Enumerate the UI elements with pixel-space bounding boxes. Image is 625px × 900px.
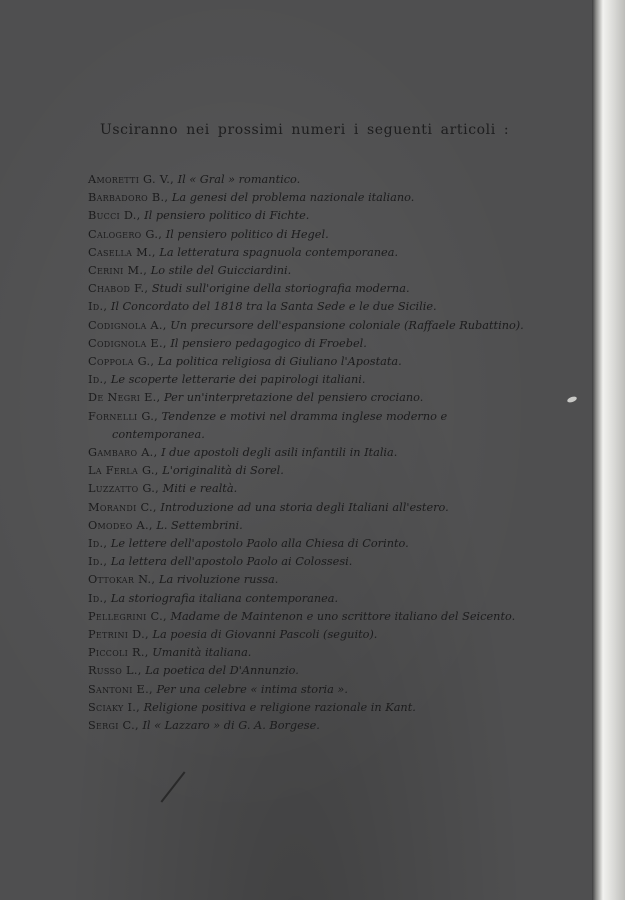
article-title: Le scoperte letterarie dei papirologi italiani. (110, 373, 366, 387)
article-author: Piccoli R., (88, 646, 149, 660)
article-author: De Negri E., (88, 391, 161, 405)
page-heading: Usciranno nei prossimi numeri i seguenti articoli : (100, 122, 510, 138)
article-entry (88, 171, 536, 189)
article-title: Tendenze e motivi nel dramma inglese moderno e contemporanea. (112, 409, 448, 441)
article-title: Religione positiva e religione razionale in Kant. (143, 700, 416, 714)
article-entry (88, 189, 536, 207)
article-title: La storiografia italiana contemporanea. (110, 591, 339, 605)
article-author: La Ferla G., (88, 464, 159, 478)
article-title: Studi sull'origine della storiografia moderna. (151, 282, 410, 296)
article-author: Id., (88, 300, 108, 314)
article-entry (88, 590, 536, 608)
article-title: La poetica del D'Annunzio. (145, 664, 299, 678)
article-entry (88, 298, 536, 316)
article-title: Il pensiero politico di Hegel. (165, 227, 329, 241)
ink-mark (161, 771, 186, 802)
article-entry (88, 717, 536, 735)
article-title: La poesia di Giovanni Pascoli (seguito). (152, 628, 378, 642)
article-entry (88, 480, 536, 498)
article-title: Il pensiero pedagogico di Froebel. (170, 336, 367, 350)
article-entry (88, 335, 536, 353)
article-author: Pellegrini C., (88, 609, 167, 623)
article-title: La genesi del problema nazionale italiano. (171, 191, 415, 205)
article-title: Il pensiero politico di Fichte. (144, 209, 310, 223)
article-author: Ottokar N., (88, 573, 156, 587)
page-gutter-edge (592, 0, 625, 900)
article-entry (88, 699, 536, 717)
article-author: Gambaro A., (88, 446, 158, 460)
article-entry (88, 353, 536, 371)
article-entry (88, 517, 536, 535)
article-author: Coppola G., (88, 355, 155, 369)
article-entry (88, 462, 536, 480)
article-title: Il « Lazzaro » di G. A. Borgese. (142, 719, 320, 733)
article-author: Luzzatto G., (88, 482, 160, 496)
article-author: Petrini D., (88, 628, 149, 642)
article-author: Casella M., (88, 245, 156, 259)
article-title: La politica religiosa di Giuliano l'Apostata. (157, 355, 402, 369)
paper-tear-mark (566, 395, 577, 403)
article-entry (88, 389, 536, 407)
article-entry (88, 371, 536, 389)
article-entry (88, 608, 536, 626)
article-title: L. Settembrini. (156, 518, 243, 532)
article-title: Miti e realtà. (162, 482, 238, 496)
article-entry (88, 408, 536, 444)
article-title: Madame de Maintenon e uno scrittore italiano del Seicento. (170, 609, 516, 623)
article-author: Santoni E., (88, 682, 153, 696)
article-author: Codignola A., (88, 318, 167, 332)
article-author: Morandi C., (88, 500, 157, 514)
article-title: Il « Gral » romantico. (177, 173, 301, 186)
article-entry (88, 499, 536, 517)
article-author: Id., (88, 591, 108, 605)
article-entry (88, 553, 536, 571)
article-title: La lettera dell'apostolo Paolo ai Colossesi. (110, 555, 353, 569)
article-entry (88, 571, 536, 589)
article-entry (88, 535, 536, 553)
article-entry (88, 262, 536, 280)
article-entry (88, 662, 536, 680)
article-title: I due apostoli degli asili infantili in Italia. (161, 446, 398, 460)
article-author: Calogero G., (88, 227, 163, 241)
article-entry (88, 644, 536, 662)
article-entry (88, 226, 536, 244)
article-title: Le lettere dell'apostolo Paolo alla Chiesa di Corinto. (110, 537, 409, 551)
article-title: Per un'interpretazione del pensiero crociano. (164, 391, 424, 405)
article-title: Introduzione ad una storia degli Italiani all'estero. (160, 500, 449, 514)
article-author: Id., (88, 373, 108, 387)
article-title: Lo stile del Guicciardini. (150, 264, 292, 278)
article-title: Un precursore dell'espansione coloniale (Raffaele Rubattino). (170, 318, 524, 332)
forthcoming-articles-list (88, 171, 536, 735)
article-title: Il Concordato del 1818 tra la Santa Sede e le due Sicilie. (110, 300, 437, 314)
article-title: Per una celebre « intima storia ». (156, 682, 348, 696)
article-entry (88, 681, 536, 699)
article-title: L'originalità di Sorel. (162, 464, 284, 478)
article-author: Fornelli G., (88, 409, 159, 423)
article-author: Amoretti G. V., (88, 173, 175, 186)
article-entry (88, 317, 536, 335)
article-entry (88, 444, 536, 462)
article-author: Barbadoro B., (88, 191, 169, 205)
article-entry (88, 244, 536, 262)
article-author: Sergi C., (88, 719, 139, 733)
article-author: Sciaky I., (88, 700, 141, 714)
article-author: Russo L., (88, 664, 142, 678)
article-entry (88, 280, 536, 298)
article-title: La rivoluzione russa. (158, 573, 279, 587)
article-author: Id., (88, 555, 108, 569)
article-entry (88, 207, 536, 225)
article-author: Id., (88, 537, 108, 551)
article-author: Chabod F., (88, 282, 149, 296)
article-author: Bucci D., (88, 209, 141, 223)
article-author: Codignola E., (88, 336, 167, 350)
article-author: Omodeo A., (88, 518, 153, 532)
article-author: Cerini M., (88, 264, 148, 278)
article-title: Umanità italiana. (152, 646, 252, 660)
article-title: La letteratura spagnuola contemporanea. (159, 245, 399, 259)
article-entry (88, 626, 536, 644)
